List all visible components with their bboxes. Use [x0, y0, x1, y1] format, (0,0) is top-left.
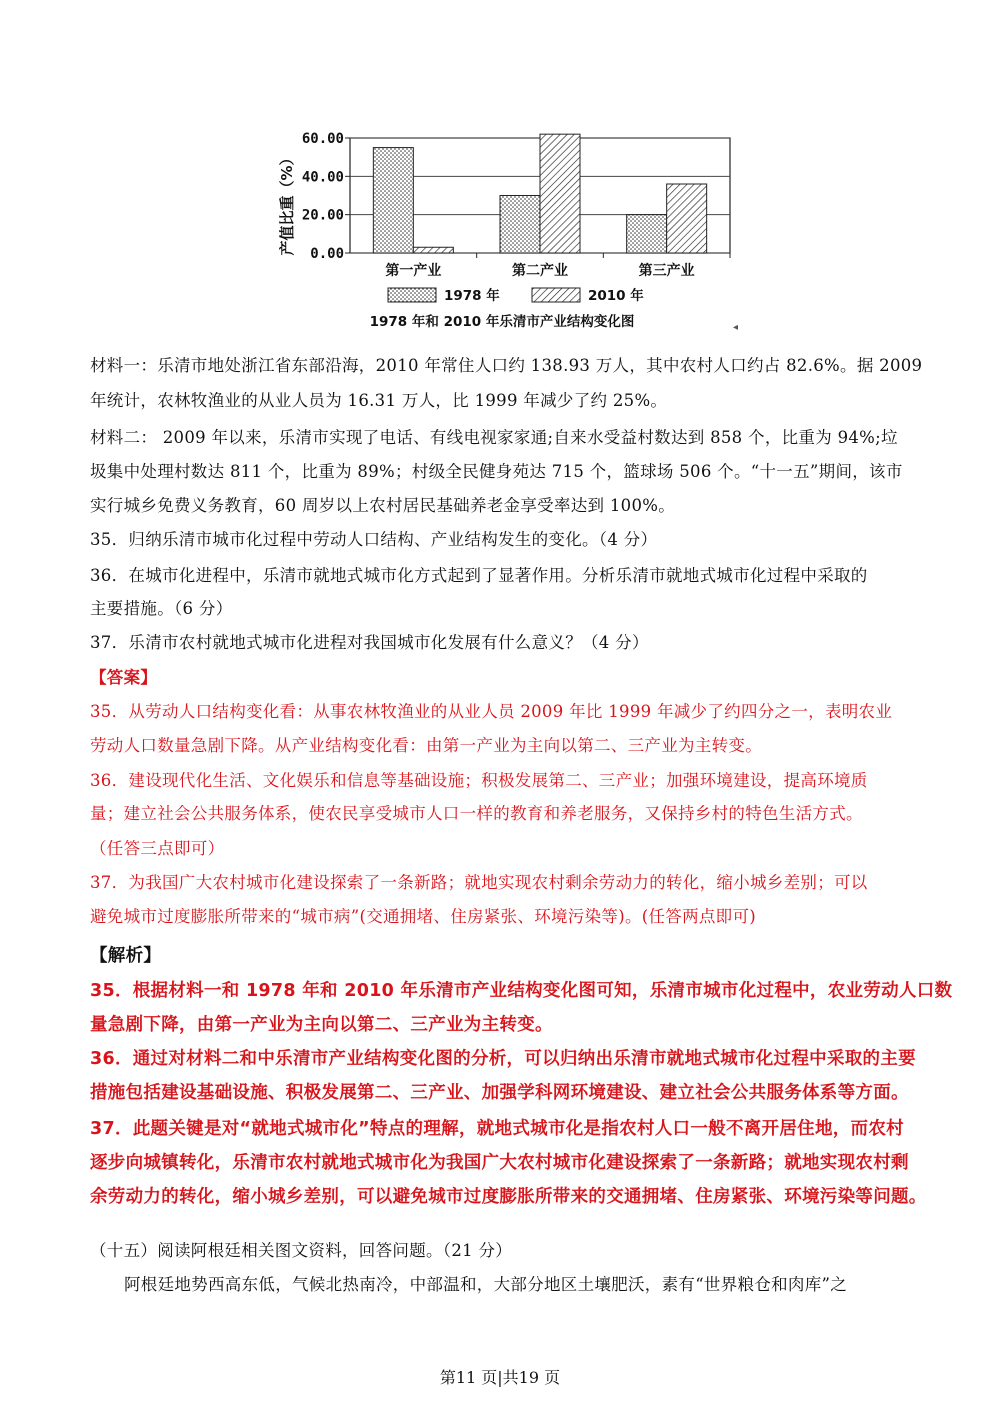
analysis-36-line-1: 36．通过对材料二和中乐清市产业结构变化图的分析，可以归纳出乐清市就地式城市化过程中采取的主要	[90, 1049, 916, 1069]
page-footer: 第11 页|共19 页	[439, 1368, 561, 1387]
section-15-title: （十五）阅读阿根廷相关图文资料，回答问题。（21 分）	[90, 1241, 513, 1260]
answer-37-line-1: 37．为我国广大农村城市化建设探索了一条新路；就地实现农村剩余劳动力的转化，缩小城乡差别；可以	[90, 873, 868, 892]
answer-header: 【答案】	[90, 668, 158, 687]
x-tick-label: 第二产业	[512, 263, 568, 279]
y-axis-label: 产值比重（%）	[278, 150, 296, 256]
analysis-37-line-1: 37．此题关键是对“就地式城市化”特点的理解，就地式城市化是指农村人口一般不离开居住地，而农村	[90, 1119, 904, 1139]
question-35: 35．归纳乐清市城市化过程中劳动人口结构、产业结构发生的变化。（4 分）	[90, 530, 658, 549]
material-1-line-1: 材料一：乐清市地处浙江省东部沿海，2010 年常住人口约 138.93 万人，其中农村人口约占 82.6%。据 2009	[90, 356, 923, 375]
y-tick-label: 40.00	[301, 169, 344, 186]
question-37: 37．乐清市农村就地式城市化进程对我国城市化发展有什么意义？（4 分）	[90, 633, 649, 652]
material-2-line-1: 材料二： 2009 年以来，乐清市实现了电话、有线电视家家通;自来水受益村数达到 858 个，比重为 94%;垃	[90, 428, 898, 447]
analysis-35-line-1: 35．根据材料一和 1978 年和 2010 年乐清市产业结构变化图可知，乐清市城市化过程中，农业劳动人口数	[90, 981, 953, 1001]
answer-37-line-2: 避免城市过度膨胀所带来的“城市病”(交通拥堵、住房紧张、环境污染等)。(任答两点即可)	[90, 907, 757, 926]
material-2-line-3: 实行城乡免费义务教育，60 周岁以上农村居民基础养老金享受率达到 100%。	[90, 496, 676, 515]
x-tick-label: 第三产业	[638, 263, 695, 279]
bar-1978-3	[627, 215, 667, 253]
section-15-intro: 阿根廷地势西高东低，气候北热南冷，中部温和，大部分地区土壤肥沃，素有“世界粮仓和肉库”之	[124, 1275, 848, 1294]
analysis-36-line-2: 措施包括建设基础设施、积极发展第二、三产业、加强学科网环境建设、建立社会公共服务体系等方面。	[90, 1083, 909, 1103]
answer-35-line-2: 劳动人口数量急剧下降。从产业结构变化看：由第一产业为主向以第二、三产业为主转变。	[90, 736, 762, 755]
analysis-header: 【解析】	[90, 946, 162, 966]
question-36-line-1: 36．在城市化进程中，乐清市就地式城市化方式起到了显著作用。分析乐清市就地式城市化过程中采取的	[90, 566, 868, 585]
legend-label-1978: 1978 年	[444, 288, 500, 304]
legend-label-2010: 2010 年	[588, 288, 644, 304]
bar-2010-1	[413, 247, 453, 253]
chart-title: 1978 年和 2010 年乐清市产业结构变化图	[369, 314, 635, 330]
stray-mark: ◂	[733, 322, 739, 333]
question-36-line-2: 主要措施。（6 分）	[90, 599, 233, 618]
answer-36-line-1: 36．建设现代化生活、文化娱乐和信息等基础设施；积极发展第二、三产业；加强环境建设，提高环境质	[90, 771, 868, 790]
x-tick-label: 第一产业	[385, 263, 442, 279]
legend-swatch-1978	[388, 288, 436, 302]
material-2-line-2: 圾集中处理村数达 811 个，比重为 89%；村级全民健身苑达 715 个，篮球场 506 个。“十一五”期间，该市	[90, 462, 903, 481]
y-tick-label: 60.00	[301, 131, 344, 147]
bar-2010-2	[540, 134, 580, 253]
answer-36-line-3: （任答三点即可）	[90, 839, 225, 858]
industry-structure-chart	[270, 120, 750, 335]
analysis-37-line-2: 逐步向城镇转化，乐清市农村就地式城市化为我国广大农村城市化建设探索了一条新路；就地实现农村剩	[90, 1153, 909, 1173]
analysis-35-line-2: 量急剧下降，由第一产业为主向以第二、三产业为主转变。	[90, 1015, 553, 1035]
bar-1978-1	[373, 148, 413, 253]
answer-36-line-2: 量；建立社会公共服务体系，使农民享受城市人口一样的教育和养老服务，又保持乡村的特色生活方式。	[90, 804, 863, 823]
material-1-line-2: 年统计，农林牧渔业的从业人员为 16.31 万人，比 1999 年减少了约 25%。	[90, 391, 668, 410]
bar-1978-2	[500, 196, 540, 254]
y-tick-label: 0.00	[310, 246, 344, 262]
answer-35-line-1: 35．从劳动人口结构变化看：从事农林牧渔业的从业人员 2009 年比 1999 年减少了约四分之一，表明农业	[90, 702, 893, 721]
legend-swatch-2010	[532, 288, 580, 302]
y-tick-label: 20.00	[301, 207, 344, 224]
bar-2010-3	[667, 184, 707, 253]
analysis-37-line-3: 余劳动力的转化，缩小城乡差别，可以避免城市过度膨胀所带来的交通拥堵、住房紧张、环境污染等问题。	[90, 1187, 927, 1207]
